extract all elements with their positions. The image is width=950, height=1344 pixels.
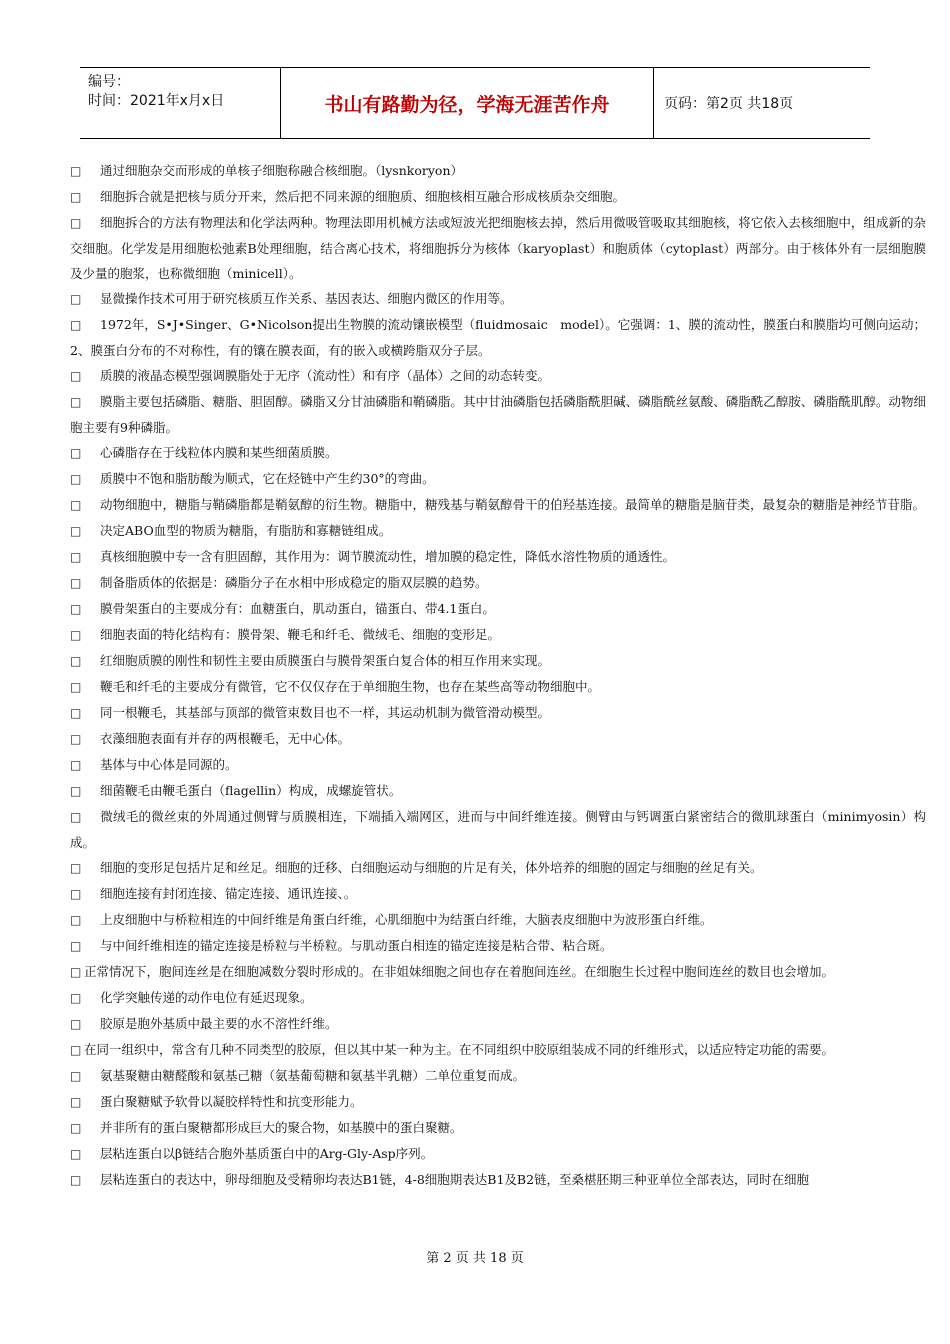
paragraph-text: 细胞连接有封闭连接、锚定连接、通讯连接、。: [100, 886, 357, 901]
bullet-icon: □: [70, 732, 82, 746]
paragraph: [70, 570, 926, 596]
bullet-icon: □: [70, 602, 82, 616]
bullet-icon: □: [70, 524, 82, 538]
paragraph-text: 鞭毛和纤毛的主要成分有微管，它不仅仅存在于单细胞生物，也存在某些高等动物细胞中。: [100, 679, 601, 694]
bullet-icon: □: [70, 887, 82, 901]
bullet-icon: □: [70, 1121, 82, 1135]
paragraph: [70, 778, 926, 804]
paragraph: [70, 286, 926, 312]
paragraph: [70, 907, 926, 933]
paragraph: [70, 959, 926, 985]
paragraph-text: 细胞表面的特化结构有：膜骨架、鞭毛和纤毛、微绒毛、细胞的变形足。: [100, 627, 501, 642]
paragraph: [70, 466, 926, 492]
paragraph-text: 衣藻细胞表面有并存的两根鞭毛，无中心体。: [100, 731, 351, 746]
paragraph-text: 膜骨架蛋白的主要成分有：血糖蛋白，肌动蛋白，锚蛋白、带4.1蛋白。: [100, 601, 495, 616]
paragraph: [70, 648, 926, 674]
paragraph-text: 在同一组织中，常含有几种不同类型的胶原，但以其中某一种为主。在不同组织中胶原组装成不同的纤维形式，以适应特定功能的需要。: [84, 1042, 835, 1057]
bullet-icon: □: [70, 395, 82, 409]
paragraph-text: 上皮细胞中与桥粒相连的中间纤维是角蛋白纤维，心肌细胞中为结蛋白纤维，大脑表皮细胞中为波形蛋白纤维。: [100, 912, 713, 927]
paragraph: [70, 1011, 926, 1037]
paragraph: [70, 1115, 926, 1141]
paragraph-text: 红细胞质膜的刚性和韧性主要由质膜蛋白与膜骨架蛋白复合体的相互作用来实现。: [100, 653, 551, 668]
header-table: [80, 67, 870, 139]
paragraph-text: 膜脂主要包括磷脂、糖脂、胆固醇。磷脂又分甘油磷脂和鞘磷脂。其中甘油磷脂包括磷脂酰胆碱、磷脂酰丝氨酸、磷脂酰乙醇胺、磷脂酰肌醇。动物细胞主要有9种磷脂。: [70, 394, 926, 435]
paragraph-text: 并非所有的蛋白聚糖都形成巨大的聚合物，如基膜中的蛋白聚糖。: [100, 1120, 463, 1135]
paragraph: [70, 1063, 926, 1089]
paragraph: [70, 363, 926, 389]
paragraph-text: 与中间纤维相连的锚定连接是桥粒与半桥粒。与肌动蛋白相连的锚定连接是粘合带、粘合斑。: [100, 938, 613, 953]
bullet-icon: □: [70, 164, 82, 178]
paragraph: [70, 596, 926, 622]
bullet-icon: □: [70, 1069, 82, 1083]
bullet-icon: □: [70, 576, 82, 590]
paragraph: [70, 752, 926, 778]
document-time-label: 时间：2021年x月x日: [88, 93, 225, 109]
bullet-icon: □: [70, 1173, 82, 1187]
paragraph-text: 化学突触传递的动作电位有延迟现象。: [100, 990, 313, 1005]
paragraph: [70, 544, 926, 570]
paragraph-text: 细胞拆合就是把核与质分开来，然后把不同来源的细胞质、细胞核相互融合形成核质杂交细胞。: [100, 189, 626, 204]
bullet-icon: □: [70, 758, 82, 772]
paragraph-text: 正常情况下，胞间连丝是在细胞减数分裂时形成的。在非姐妹细胞之间也存在着胞间连丝。在细胞生长过程中胞间连丝的数目也会增加。: [84, 964, 835, 979]
bullet-icon: □: [70, 292, 82, 306]
bullet-icon: □: [70, 446, 82, 460]
paragraph-text: 同一根鞭毛，其基部与顶部的微管束数目也不一样，其运动机制为微管滑动模型。: [100, 705, 551, 720]
paragraph: [70, 1089, 926, 1115]
bullet-icon: □: [70, 1095, 82, 1109]
bullet-icon: □: [70, 216, 82, 230]
bullet-icon: □: [70, 939, 82, 953]
paragraph: [70, 855, 926, 881]
paragraph-text: 氨基聚糖由糖醛酸和氨基己糖（氨基葡萄糖和氨基半乳糖）二单位重复而成。: [100, 1068, 526, 1083]
document-body: [70, 158, 926, 1193]
header-page-label: 页码：第2页 共18页: [664, 96, 794, 112]
paragraph-text: 通过细胞杂交而形成的单核子细胞称融合核细胞。（lysnkoryon）: [100, 163, 463, 178]
header-motto: 书山有路勤为径，学海无涯苦作舟: [281, 68, 654, 138]
paragraph-text: 显微操作技术可用于研究核质互作关系、基因表达、细胞内微区的作用等。: [100, 291, 513, 306]
paragraph: [70, 726, 926, 752]
bullet-icon: □: [70, 472, 82, 486]
bullet-icon: □: [70, 784, 82, 798]
paragraph-text: 细菌鞭毛由鞭毛蛋白（flagellin）构成，成螺旋管状。: [100, 783, 402, 798]
paragraph: [70, 1141, 926, 1167]
paragraph-text: 胶原是胞外基质中最主要的水不溶性纤维。: [100, 1016, 338, 1031]
paragraph: [70, 700, 926, 726]
bullet-icon: □: [70, 1147, 82, 1161]
paragraph: [70, 440, 926, 466]
bullet-icon: □: [70, 810, 82, 824]
paragraph: [70, 312, 926, 363]
bullet-icon: □: [70, 318, 82, 332]
paragraph-text: 动物细胞中，糖脂与鞘磷脂都是鞘氨醇的衍生物。糖脂中，糖残基与鞘氨醇骨干的伯羟基连接。最简单的糖脂是脑苷类，最复杂的糖脂是神经节苷脂。: [100, 497, 926, 512]
paragraph-text: 基体与中心体是同源的。: [100, 757, 238, 772]
bullet-icon: □: [70, 913, 82, 927]
page-footer: 第 2 页 共 18 页: [426, 1251, 524, 1266]
paragraph-text: 细胞拆合的方法有物理法和化学法两种。物理法即用机械方法或短波光把细胞核去掉，然后用微吸管吸取其细胞核，将它依入去核细胞中，组成新的杂交细胞。化学发是用细胞松弛素B处理细胞，结合离心技术，将细胞拆分为核体（karyoplast）和胞质体（cytoplast）两部分。由于核体外有一层细胞膜及少量的胞浆，也称微细胞（minicell）。: [70, 215, 926, 281]
paragraph-text: 制备脂质体的依据是：磷脂分子在水相中形成稳定的脂双层膜的趋势。: [100, 575, 488, 590]
paragraph: [70, 622, 926, 648]
bullet-icon: □: [70, 965, 82, 979]
bullet-icon: □: [70, 628, 82, 642]
paragraph-text: 心磷脂存在于线粒体内膜和某些细菌质膜。: [100, 445, 338, 460]
paragraph-text: 层粘连蛋白以β链结合胞外基质蛋白中的Arg-Gly-Asp序列。: [100, 1146, 434, 1161]
bullet-icon: □: [70, 991, 82, 1005]
paragraph: [70, 158, 926, 184]
paragraph-text: 决定ABO血型的物质为糖脂，有脂肪和寡糖链组成。: [100, 523, 392, 538]
paragraph: [70, 804, 926, 855]
paragraph: [70, 492, 926, 518]
bullet-icon: □: [70, 861, 82, 875]
paragraph: [70, 985, 926, 1011]
paragraph: [70, 1167, 926, 1193]
paragraph-text: 质膜的液晶态模型强调膜脂处于无序（流动性）和有序（晶体）之间的动态转变。: [100, 368, 551, 383]
bullet-icon: □: [70, 706, 82, 720]
paragraph-text: 层粘连蛋白的表达中，卵母细胞及受精卵均表达B1链，4-8细胞期表达B1及B2链，至桑椹胚期三种亚单位全部表达，同时在细胞: [100, 1172, 810, 1187]
paragraph-text: 1972年，S•J•Singer、G•Nicolson提出生物膜的流动镶嵌模型（fluidmosaic model）。它强调：1、膜的流动性，膜蛋白和膜脂均可侧向运动；2、膜蛋白分布的不对称性，有的镶在膜表面，有的嵌入或横跨脂双分子层。: [70, 317, 926, 358]
paragraph: [70, 184, 926, 210]
paragraph: [70, 881, 926, 907]
paragraph: [70, 389, 926, 440]
paragraph: [70, 210, 926, 286]
bullet-icon: □: [70, 369, 82, 383]
paragraph: [70, 933, 926, 959]
bullet-icon: □: [70, 680, 82, 694]
bullet-icon: □: [70, 550, 82, 564]
paragraph-text: 质膜中不饱和脂肪酸为顺式，它在烃链中产生约30°的弯曲。: [100, 471, 435, 486]
bullet-icon: □: [70, 654, 82, 668]
bullet-icon: □: [70, 190, 82, 204]
paragraph: [70, 518, 926, 544]
paragraph-text: 蛋白聚糖赋予软骨以凝胶样特性和抗变形能力。: [100, 1094, 363, 1109]
paragraph-text: 微绒毛的微丝束的外周通过侧臂与质膜相连，下端插入端网区，进而与中间纤维连接。侧臂由与钙调蛋白紧密结合的微肌球蛋白（minimyosin）构成。: [70, 809, 926, 850]
paragraph: [70, 674, 926, 700]
header-info-cell: [80, 68, 281, 138]
paragraph-text: 细胞的变形足包括片足和丝足。细胞的迁移、白细胞运动与细胞的片足有关，体外培养的细胞的固定与细胞的丝足有关。: [100, 860, 763, 875]
bullet-icon: □: [70, 1017, 82, 1031]
bullet-icon: □: [70, 498, 82, 512]
document-code-label: 编号：: [88, 74, 130, 90]
paragraph-text: 真核细胞膜中专一含有胆固醇，其作用为：调节膜流动性，增加膜的稳定性，降低水溶性物质的通透性。: [100, 549, 676, 564]
bullet-icon: □: [70, 1043, 82, 1057]
paragraph: [70, 1037, 926, 1063]
